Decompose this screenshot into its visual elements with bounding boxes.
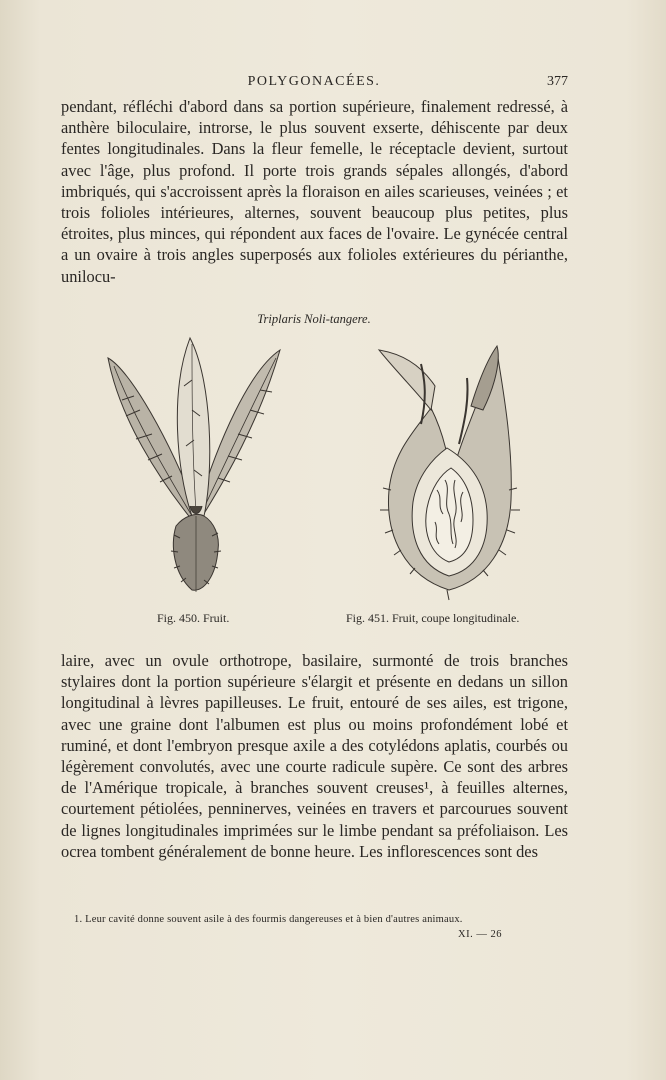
signature-mark: XI. — 26 [458,929,502,940]
fig451-longitudinal-section-illustration [375,340,525,602]
fig450-fruit-illustration [100,330,290,600]
body-paragraph-bottom: laire, avec un ovule orthotrope, basilaire, surmonté de trois branches stylaires dont la portion supérieure s'élargit et présente en dedans un sillon longitudinal à lèvres papilleuses. Le fruit, entouré de ses ailes, est trigone, avec une graine dont l'albumen est plus ou moins profondément lobé et ruminé, et dont l'embryon presque axile a des cotylédons aplatis, courbés ou légèrement convolutés, avec une courte radicule supère. Ce sont des arbres de l'Amérique tropicale, à branches souvent creuses¹, à feuilles alternes, courtement pétiolées, penninerves, veinées en travers et parcourues souvent de lignes longitudinales imprimées sur le limbe pendant sa préfoliaison. Les ocrea tombent généralement de bonne heure. Les inflorescences sont des [61,651,568,861]
fig451-label: Fig. 451. Fruit, coupe longitudinale. [346,611,520,625]
footnote: 1. Leur cavité donne souvent asile à des fourmis dangereuses et à bien d'autres animaux. [74,914,463,925]
running-title: POLYGONACÉES. [247,74,381,89]
fig450-label: Fig. 450. Fruit. [157,611,230,625]
running-head [60,74,568,94]
page-number: 377 [547,74,568,89]
figure-caption: Triplaris Noli-tangere. [257,312,371,326]
body-paragraph-top: pendant, réfléchi d'abord dans sa portion supérieure, finalement redressé, à anthère biloculaire, introrse, le plus souvent exserte, déhiscente par deux fentes longitudinales. Dans la fleur femelle, le réceptacle devient, surtout avec l'âge, plus profond. Il porte trois grands sépales allongés, d'abord imbriqués, qui s'accroissent après la floraison en ailes scarieuses, veinées ; et trois folioles intérieures, alternes, souvent beaucoup plus petites, plus étroites, plus minces, qui répondent aux faces de l'ovaire. Le gynécée central a un ovaire à trois angles superposés aux folioles extérieures du périanthe, unilocu- [61,97,568,286]
